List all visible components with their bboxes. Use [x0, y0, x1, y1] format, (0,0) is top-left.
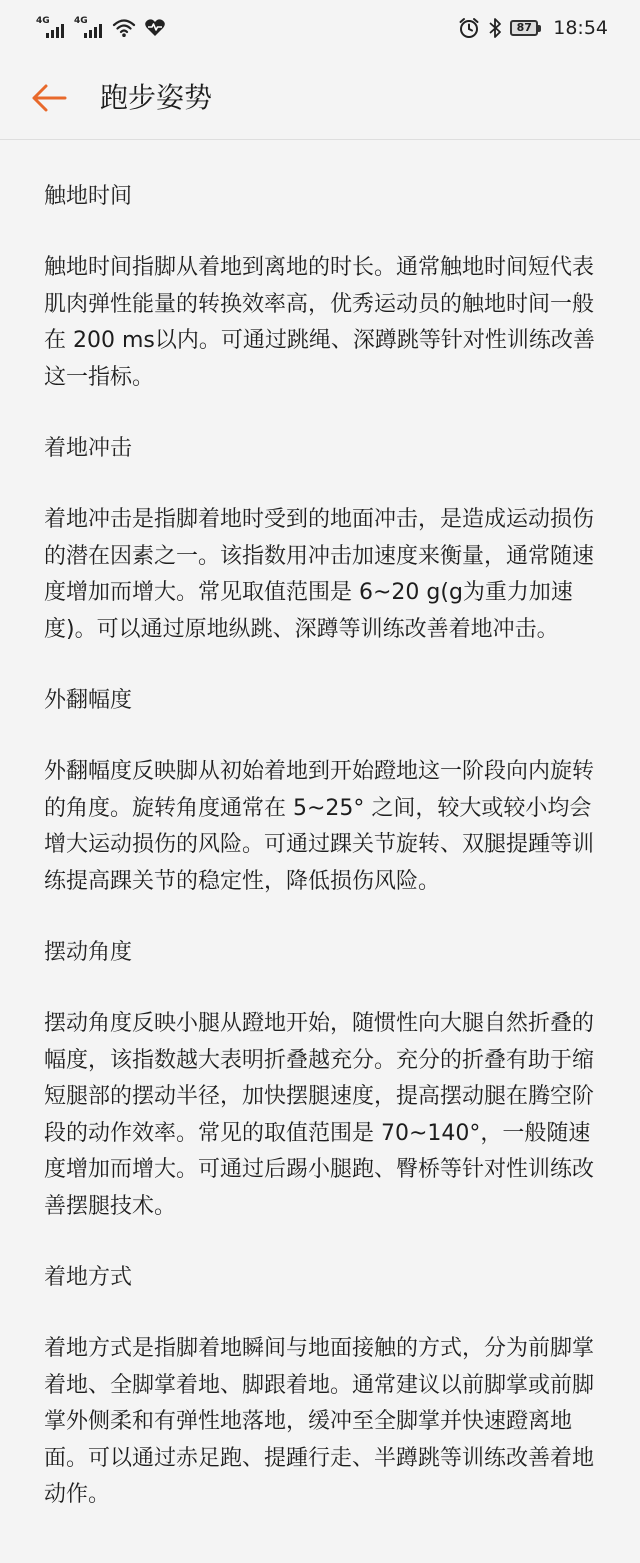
section-text: 外翻幅度反映脚从初始着地到开始蹬地这一阶段向内旋转的角度。旋转角度通常在 5~25° 之间，较大或较小均会增大运动损伤的风险。可通过踝关节旋转、双腿提踵等训练提高踝关节的稳定性，降低损伤风险。: [44, 759, 595, 894]
section-text: 触地时间指脚从着地到离地的时长。通常触地时间短代表肌肉弹性能量的转换效率高，优秀运动员的触地时间一般在 200 ms以内。可通过跳绳、深蹲跳等针对性训练改善这一指标。: [44, 255, 595, 390]
battery-level: 87: [516, 21, 532, 34]
back-arrow-icon: [30, 83, 68, 113]
wifi-icon: [112, 18, 136, 38]
signal-sim2-icon: [74, 18, 104, 38]
heart-rate-icon: [144, 18, 166, 38]
status-right: [458, 17, 608, 39]
content: [44, 180, 604, 1550]
app-header: [0, 56, 640, 140]
page-title: 跑步姿势: [100, 81, 213, 114]
battery-icon: [510, 20, 541, 36]
back-button[interactable]: [28, 77, 70, 119]
section-title: 摆动角度: [44, 940, 133, 965]
section-text: 着地方式是指脚着地瞬间与地面接触的方式，分为前脚掌着地、全脚掌着地、脚跟着地。通常建议以前脚掌或前脚掌外侧柔和有弹性地落地，缓冲至全脚掌并快速蹬离地面。可以通过赤足跑、提踵行走、半蹲跳等训练改善着地动作。: [44, 1336, 595, 1507]
section-text: 摆动角度反映小腿从蹬地开始，随惯性向大腿自然折叠的幅度，该指数越大表明折叠越充分。充分的折叠有助于缩短腿部的摆动半径，加快摆腿速度，提高摆动腿在腾空阶段的动作效率。常见的取值范围是 70~140°，一般随速度增加而增大。可通过后踢小腿跑、臀桥等针对性训练改善摆腿技术。: [44, 1011, 595, 1219]
network-type-sim2: 4G: [74, 16, 88, 26]
section-title: 着地冲击: [44, 436, 133, 461]
signal-sim1-icon: [36, 18, 66, 38]
section-title: 外翻幅度: [44, 688, 133, 713]
section-title: 触地时间: [44, 184, 133, 209]
clock: 18:54: [553, 17, 608, 39]
section-landing-type: [44, 1261, 604, 1514]
section-landing-impact: [44, 432, 604, 648]
status-left: [36, 18, 166, 38]
bluetooth-icon: [488, 17, 502, 39]
section-swing-angle: [44, 936, 604, 1225]
section-eversion: [44, 684, 604, 900]
alarm-icon: [458, 17, 480, 39]
status-bar: [0, 0, 640, 56]
section-contact-time: [44, 180, 604, 396]
network-type-sim1: 4G: [36, 16, 50, 26]
section-text: 着地冲击是指脚着地时受到的地面冲击，是造成运动损伤的潜在因素之一。该指数用冲击加速度来衡量，通常随速度增加而增大。常见取值范围是 6~20 g(g为重力加速度)。可以通过原地纵跳、深蹲等训练改善着地冲击。: [44, 507, 595, 642]
section-title: 着地方式: [44, 1265, 133, 1290]
